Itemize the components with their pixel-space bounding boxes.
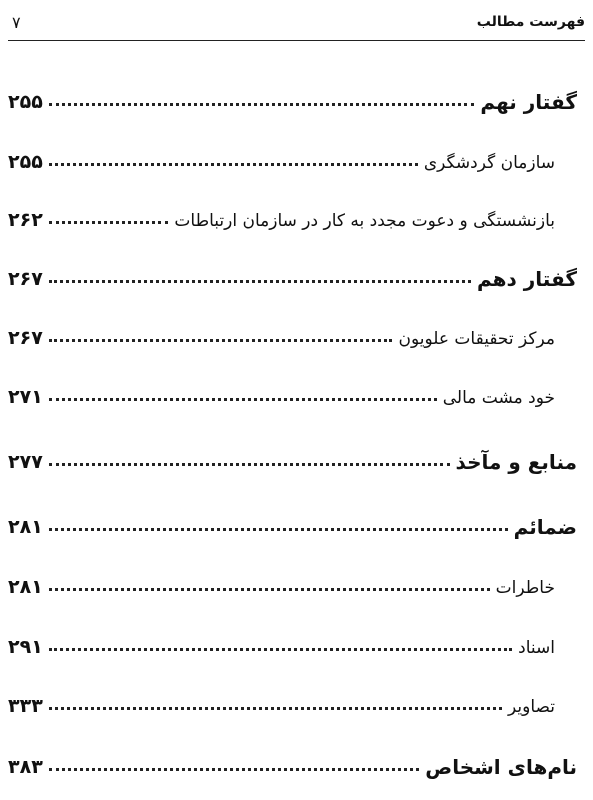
toc-entry-part-ten[interactable] [8, 253, 577, 289]
dot-leader [49, 398, 437, 401]
entry-title: خاطرات [495, 578, 555, 598]
entry-title: نام‌های اشخاص [425, 755, 577, 779]
toc-entry-tourism-organization[interactable] [8, 136, 577, 172]
entry-title: مرکز تحقیقات علویون [398, 329, 555, 349]
entry-page-number: ۳۳۳ [8, 695, 43, 717]
entry-title: گفتار دهم [477, 267, 577, 291]
dot-leader [49, 588, 490, 591]
toc-entry-alavi-research-center[interactable] [8, 312, 577, 348]
entry-page-number: ۲۷۷ [8, 451, 43, 473]
dot-leader [49, 648, 512, 651]
entry-page-number: ۲۵۵ [8, 151, 43, 173]
entry-page-number: ۲۶۲ [8, 209, 43, 231]
toc-entry-appendices[interactable] [8, 501, 577, 537]
entry-page-number: ۲۶۷ [8, 268, 43, 290]
entry-title: گفتار نهم [480, 90, 577, 114]
entry-title: اسناد [518, 638, 555, 658]
entry-title: سازمان گردشگری [423, 153, 555, 173]
entry-title: تصاویر [508, 697, 555, 717]
toc-entry-person-names[interactable] [8, 741, 577, 777]
dot-leader [49, 280, 471, 283]
toc-entry-sources[interactable] [8, 436, 577, 472]
dot-leader [49, 221, 169, 224]
entry-page-number: ۳۸۳ [8, 756, 43, 778]
dot-leader [49, 707, 502, 710]
entry-page-number: ۲۸۱ [8, 516, 43, 538]
entry-page-number: ۲۷۱ [8, 386, 43, 408]
dot-leader [49, 163, 418, 166]
toc-entry-memoirs[interactable] [8, 561, 577, 597]
entry-page-number: ۲۹۱ [8, 636, 43, 658]
page-number: ۷ [12, 13, 21, 32]
entry-page-number: ۲۵۵ [8, 91, 43, 113]
toc-entry-part-nine[interactable] [8, 76, 577, 112]
running-head-title: فهرست مطالب [476, 14, 585, 30]
dot-leader [49, 339, 393, 342]
toc-entry-khod-mosht-mali[interactable] [8, 371, 577, 407]
dot-leader [49, 768, 420, 771]
entry-title: منابع و مآخذ [455, 450, 577, 474]
entry-title: ضمائم [513, 515, 577, 539]
dot-leader [49, 528, 508, 531]
entry-title: خود مشت مالی [442, 388, 555, 408]
entry-page-number: ۲۶۷ [8, 327, 43, 349]
entry-page-number: ۲۸۱ [8, 576, 43, 598]
toc-entry-retirement-and-recall[interactable] [8, 194, 577, 230]
dot-leader [49, 463, 450, 466]
entry-title: بازنشستگی و دعوت مجدد به کار در سازمان ارتباطات [174, 211, 555, 231]
dot-leader [49, 103, 475, 106]
toc-entry-images[interactable] [8, 680, 577, 716]
toc-entry-documents[interactable] [8, 621, 577, 657]
